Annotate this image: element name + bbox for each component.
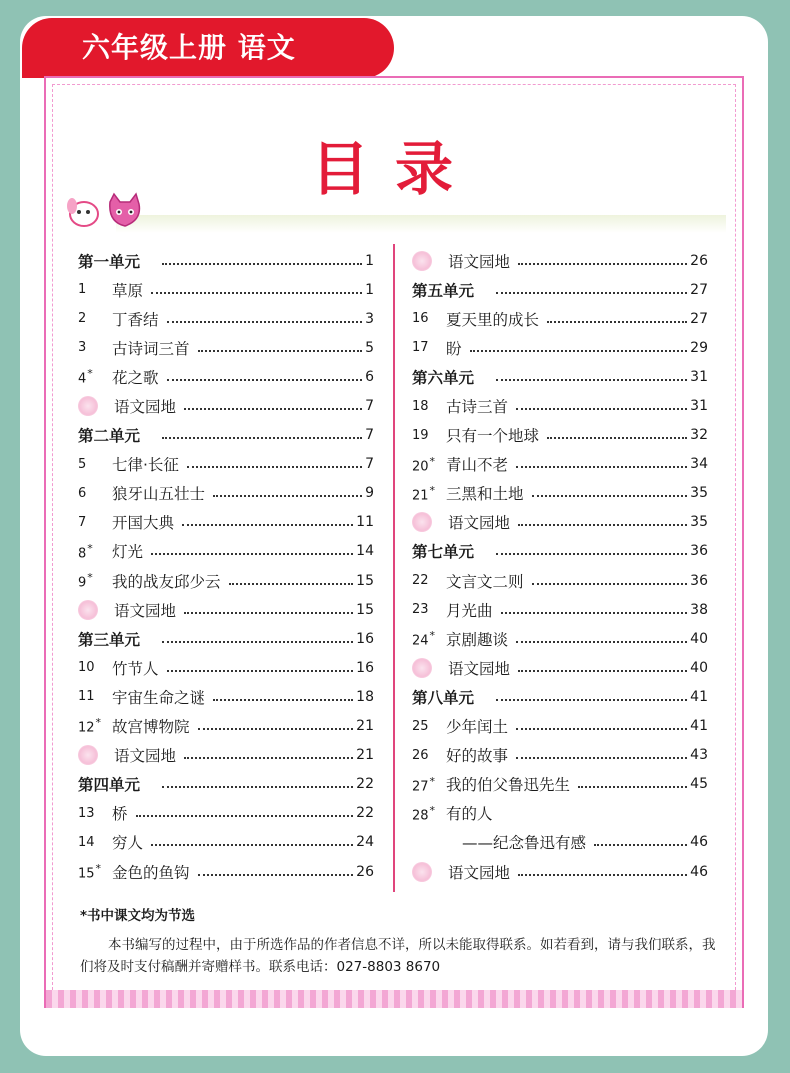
page-number: 40 xyxy=(690,630,708,647)
lesson-number: 14 xyxy=(78,834,95,850)
lesson-number: 25 xyxy=(412,718,429,734)
page-number: 21 xyxy=(356,718,374,735)
leader-dots xyxy=(518,874,687,876)
leader-dots xyxy=(516,641,687,643)
page-number: 35 xyxy=(690,485,708,502)
lesson-number: 16 xyxy=(412,311,429,327)
excerpt-star: * xyxy=(87,570,93,584)
flower-icon xyxy=(412,658,432,678)
leader-dots xyxy=(162,641,353,643)
excerpt-star: * xyxy=(87,367,93,381)
entry-title: 金色的鱼钩 xyxy=(112,863,190,882)
toc-row xyxy=(78,537,374,566)
toc-row xyxy=(78,333,374,362)
toc-row xyxy=(78,741,374,770)
entry-title: 盼 xyxy=(446,339,462,358)
leader-dots xyxy=(532,583,688,585)
entry-title: 古诗三首 xyxy=(446,398,509,417)
page-number: 34 xyxy=(690,456,708,473)
toc-row xyxy=(78,595,374,624)
lesson-number: 24* xyxy=(412,629,436,649)
page-number: 27 xyxy=(690,310,708,327)
page-number: 1 xyxy=(365,281,374,298)
page-number: 18 xyxy=(356,688,374,705)
lesson-number: 18 xyxy=(412,398,429,414)
toc-row xyxy=(78,362,374,391)
entry-title: 第三单元 xyxy=(78,630,141,649)
page-number: 15 xyxy=(356,601,374,618)
leader-dots xyxy=(187,466,362,468)
leader-dots xyxy=(501,612,688,614)
unit-row xyxy=(412,362,708,391)
entry-title: 第一单元 xyxy=(78,252,141,271)
toc-row xyxy=(78,799,374,828)
entry-title: 我的战友邱少云 xyxy=(112,572,221,591)
leader-dots xyxy=(167,670,354,672)
leader-dots xyxy=(229,583,354,585)
page-number: 26 xyxy=(356,863,374,880)
page-number: 45 xyxy=(690,776,708,793)
entry-title: 语文园地 xyxy=(448,863,511,882)
page-number: 43 xyxy=(690,747,708,764)
leader-dots xyxy=(151,844,353,846)
leader-dots xyxy=(516,757,687,759)
toc-row xyxy=(412,391,708,420)
leader-dots xyxy=(151,553,353,555)
page-number: 16 xyxy=(356,659,374,676)
toc-row xyxy=(412,450,708,479)
unit-row xyxy=(78,246,374,275)
header-band xyxy=(116,215,726,233)
excerpt-note: *书中课文均为节选 xyxy=(80,908,196,924)
page-number: 14 xyxy=(356,543,374,560)
lesson-number: 26 xyxy=(412,747,429,763)
toc-row xyxy=(78,566,374,595)
lesson-number: 28* xyxy=(412,803,436,823)
toc-row xyxy=(78,391,374,420)
leader-dots xyxy=(198,728,354,730)
unit-row xyxy=(78,624,374,653)
page-number: 21 xyxy=(356,747,374,764)
entry-title: 第八单元 xyxy=(412,688,475,707)
entry-title: 草原 xyxy=(112,281,144,300)
excerpt-star: * xyxy=(95,716,102,730)
lesson-number: 1 xyxy=(78,282,87,298)
toc-row xyxy=(78,304,374,333)
page-number: 1 xyxy=(365,252,374,269)
entry-title: 语文园地 xyxy=(114,601,177,620)
lesson-number: 3 xyxy=(78,340,87,356)
entry-title: 第七单元 xyxy=(412,543,475,562)
unit-row xyxy=(412,537,708,566)
leader-dots xyxy=(198,874,354,876)
leader-dots xyxy=(167,321,363,323)
entry-title: 花之歌 xyxy=(112,368,159,387)
lesson-number: 11 xyxy=(78,689,95,705)
leader-dots xyxy=(167,379,363,381)
lesson-number: 21* xyxy=(412,483,436,503)
entry-title: 语文园地 xyxy=(114,747,177,766)
toc-row xyxy=(412,741,708,770)
leader-dots xyxy=(516,728,687,730)
page-number: 24 xyxy=(356,834,374,851)
lesson-number: 6 xyxy=(78,485,87,501)
page-number: 5 xyxy=(365,339,374,356)
toc-row xyxy=(412,828,708,857)
lesson-number: 5 xyxy=(78,456,87,472)
flower-icon xyxy=(412,512,432,532)
entry-title: 灯光 xyxy=(112,543,144,562)
leader-dots xyxy=(594,844,687,846)
page-number: 29 xyxy=(690,339,708,356)
page-number: 40 xyxy=(690,659,708,676)
leader-dots xyxy=(162,437,362,439)
toc-row xyxy=(412,479,708,508)
excerpt-star: * xyxy=(87,541,93,555)
toc-title: 目录 xyxy=(310,135,479,203)
lesson-number: 27* xyxy=(412,774,436,794)
leader-dots xyxy=(151,292,362,294)
page-number: 7 xyxy=(365,398,374,415)
entry-title: 好的故事 xyxy=(446,747,509,766)
leader-dots xyxy=(496,699,687,701)
lesson-number: 17 xyxy=(412,340,429,356)
leader-dots xyxy=(547,321,687,323)
leader-dots xyxy=(496,553,687,555)
entry-title: 狼牙山五壮士 xyxy=(112,485,206,504)
toc-row xyxy=(78,712,374,741)
toc-row xyxy=(78,275,374,304)
entry-title: 只有一个地球 xyxy=(446,427,540,446)
leader-dots xyxy=(162,263,362,265)
page-number: 7 xyxy=(365,427,374,444)
leader-dots xyxy=(184,757,353,759)
lesson-number: 9* xyxy=(78,570,93,591)
page-number: 36 xyxy=(690,572,708,589)
toc-row xyxy=(78,857,374,886)
entry-title: 少年闰土 xyxy=(446,718,509,737)
page-number: 31 xyxy=(690,398,708,415)
page-number: 35 xyxy=(690,514,708,531)
leader-dots xyxy=(496,379,687,381)
leader-dots xyxy=(516,466,687,468)
lesson-number: 23 xyxy=(412,602,429,618)
entry-title: 七律·长征 xyxy=(112,456,179,475)
toc-left-column xyxy=(78,246,374,886)
entry-title: 语文园地 xyxy=(448,252,511,271)
toc-row xyxy=(412,653,708,682)
entry-title: 丁香结 xyxy=(112,310,159,329)
toc-row xyxy=(412,857,708,886)
toc-row xyxy=(412,712,708,741)
flower-icon xyxy=(78,745,98,765)
page-number: 32 xyxy=(690,427,708,444)
toc-row xyxy=(78,828,374,857)
entry-title: 京剧趣谈 xyxy=(446,630,509,649)
page-number: 41 xyxy=(690,718,708,735)
leader-dots xyxy=(184,408,362,410)
page-number: 22 xyxy=(356,805,374,822)
lesson-number: 20* xyxy=(412,454,436,474)
toc-row xyxy=(78,450,374,479)
lesson-number: 7 xyxy=(78,514,87,530)
leader-dots xyxy=(136,815,354,817)
toc-row xyxy=(412,770,708,799)
toc-row xyxy=(412,246,708,275)
toc-row xyxy=(412,566,708,595)
entry-title: 竹节人 xyxy=(112,659,159,678)
entry-title: 第五单元 xyxy=(412,281,475,300)
lesson-number: 19 xyxy=(412,427,429,443)
toc-row xyxy=(412,799,708,828)
leader-dots xyxy=(184,612,353,614)
page-number: 6 xyxy=(365,368,374,385)
leader-dots xyxy=(213,699,353,701)
entry-title: 古诗词三首 xyxy=(112,339,190,358)
excerpt-star: * xyxy=(95,861,102,875)
entry-title: 宇宙生命之谜 xyxy=(112,688,206,707)
lesson-number: 2 xyxy=(78,311,87,327)
toc-row xyxy=(412,508,708,537)
page-number: 22 xyxy=(356,776,374,793)
page-number: 46 xyxy=(690,863,708,880)
page-number: 7 xyxy=(365,456,374,473)
lesson-number: 22 xyxy=(412,573,429,589)
page-number: 27 xyxy=(690,281,708,298)
unit-row xyxy=(78,770,374,799)
entry-title: 开国大典 xyxy=(112,514,175,533)
page-number: 26 xyxy=(690,252,708,269)
leader-dots xyxy=(470,350,688,352)
entry-title: ——纪念鲁迅有感 xyxy=(462,834,587,853)
page-number: 38 xyxy=(690,601,708,618)
leader-dots xyxy=(547,437,687,439)
toc-row xyxy=(412,595,708,624)
decorative-strip xyxy=(46,990,742,1008)
toc-right-column xyxy=(412,246,708,886)
entry-title: 语文园地 xyxy=(448,659,511,678)
lesson-number: 4* xyxy=(78,367,93,387)
toc-row xyxy=(412,624,708,653)
entry-title: 月光曲 xyxy=(446,601,493,620)
toc-row xyxy=(78,479,374,508)
leader-dots xyxy=(496,292,687,294)
entry-title: 第四单元 xyxy=(78,776,141,795)
lesson-number: 15* xyxy=(78,861,102,882)
leader-dots xyxy=(213,495,362,497)
flower-icon xyxy=(78,600,98,620)
entry-title: 青山不老 xyxy=(446,456,509,475)
entry-title: 夏天里的成长 xyxy=(446,310,540,329)
page-number: 11 xyxy=(356,514,374,531)
leader-dots xyxy=(162,786,353,788)
excerpt-star: * xyxy=(429,454,436,468)
toc-row xyxy=(78,682,374,711)
excerpt-star: * xyxy=(429,483,436,497)
toc-row xyxy=(412,421,708,450)
leader-dots xyxy=(516,408,687,410)
excerpt-star: * xyxy=(429,774,436,788)
unit-row xyxy=(412,275,708,304)
leader-dots xyxy=(518,670,687,672)
flower-icon xyxy=(412,862,432,882)
page-number: 46 xyxy=(690,834,708,851)
leader-dots xyxy=(182,524,353,526)
entry-title: 三黑和土地 xyxy=(446,485,524,504)
grade-subject-banner: 六年级上册 语文 xyxy=(22,18,394,78)
page-number: 36 xyxy=(690,543,708,560)
page-number: 41 xyxy=(690,688,708,705)
leader-dots xyxy=(578,786,687,788)
toc-row xyxy=(78,653,374,682)
column-divider xyxy=(393,244,395,892)
entry-title: 我的伯父鲁迅先生 xyxy=(446,776,571,795)
page-number: 16 xyxy=(356,630,374,647)
leader-dots xyxy=(518,263,687,265)
lesson-number: 12* xyxy=(78,716,102,736)
entry-title: 故宫博物院 xyxy=(112,718,190,737)
lesson-number: 13 xyxy=(78,805,95,821)
entry-title: 桥 xyxy=(112,805,128,824)
page-number: 15 xyxy=(356,572,374,589)
toc-row xyxy=(412,304,708,333)
entry-title: 语文园地 xyxy=(114,398,177,417)
leader-dots xyxy=(518,524,687,526)
entry-title: 第六单元 xyxy=(412,368,475,387)
lesson-number: 10 xyxy=(78,660,95,676)
toc-row xyxy=(412,333,708,362)
entry-title: 文言文二则 xyxy=(446,572,524,591)
excerpt-star: * xyxy=(429,629,436,643)
unit-row xyxy=(78,421,374,450)
page-number: 3 xyxy=(365,310,374,327)
page-number: 31 xyxy=(690,368,708,385)
unit-row xyxy=(412,682,708,711)
toc-row xyxy=(78,508,374,537)
flower-icon xyxy=(78,396,98,416)
lesson-number: 8* xyxy=(78,541,93,562)
copyright-notice: 本书编写的过程中，由于所选作品的作者信息不详，所以未能取得联系。如若看到，请与我们联系，我们将及时支付稿酬并寄赠样书。联系电话：027-8803 8670 xyxy=(80,937,716,975)
page-number: 9 xyxy=(365,485,374,502)
leader-dots xyxy=(532,495,688,497)
entry-title: 穷人 xyxy=(112,834,144,853)
excerpt-star: * xyxy=(429,803,436,817)
entry-title: 语文园地 xyxy=(448,514,511,533)
entry-title: 有的人 xyxy=(446,805,493,824)
entry-title: 第二单元 xyxy=(78,427,141,446)
leader-dots xyxy=(198,350,363,352)
flower-icon xyxy=(412,251,432,271)
